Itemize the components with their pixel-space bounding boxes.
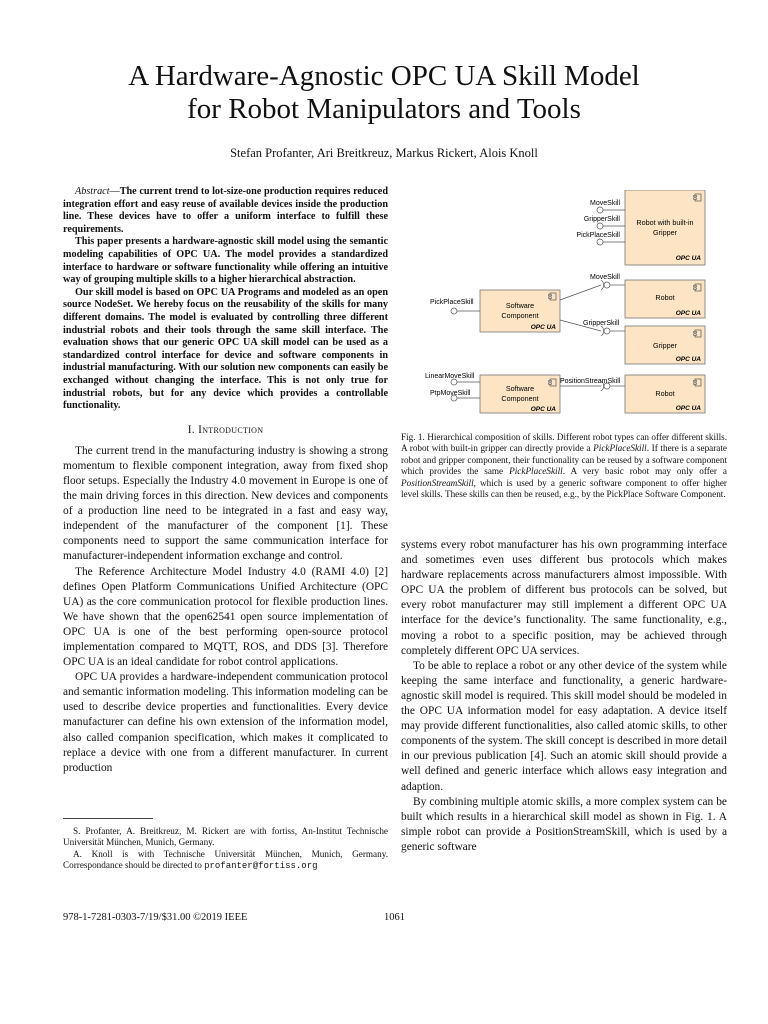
section-number: I. (187, 423, 195, 436)
opcua-logo: OPC UA (675, 405, 701, 412)
interface-port (451, 308, 457, 314)
move-skill-label: MoveSkill (590, 274, 620, 281)
contact-email[interactable]: profanter@fortiss.org (204, 860, 318, 871)
linear-move-skill-label: LinearMoveSkill (425, 373, 475, 380)
robot-label: Robot (655, 293, 675, 302)
intro-paragraph-3: OPC UA provides a hardware-independent communication protocol and semantic information modeling. This information modeling can be used to describe device properties and functionalities. Every device manufacturer can define his own extension of the information model, also called companion specification, which makes it complicated to replace a device with one from a different manufacturer. In current production (63, 671, 388, 774)
position-stream-skill-label: PositionStreamSkill (560, 378, 621, 385)
interface-port (597, 207, 603, 213)
interface-port (597, 223, 603, 229)
software-label-2: Component (501, 394, 539, 403)
robot-gripper-label-1: Robot with built-in (636, 218, 694, 227)
body-paragraph-3: By combining multiple atomic skills, a more complex system can be built which results in a hierarchical skill model as shown in Fig. 1. A simple robot can provide a PositionStreamSkill, which is used by a generic software (401, 795, 727, 853)
abstract: Abstract—The current trend to lot-size-one production requires reduced integration effort and easy reuse of available devices inside the production line. These devices have to offer a uniform interface to fulfill these requirements. This paper presents a hardware-agnostic skill model using the semantic modeling capabilities of OPC UA. The model provides a standardized interface to hardware or software functionality while offering an intuitive way of grouping multiple skills to a higher hierarchical abstraction. Our skill model is based on OPC UA Programs and modeled as an open source NodeSet. We hereby focus on the reusability of the skills for many different domains. The model is evaluated by controlling three different industrial robots and their tools through the same skill interface. The evaluation shows that our generic OPC UA skill model can be used as a standardized control interface for device and software components in industrial manufacturing. With our solution new components can easily be exchanged without changing the interface. This is not only true for industrial robots, but for any device which provides a controllable functionality. (63, 186, 388, 412)
interface-port (604, 282, 610, 288)
robot-gripper-label-2: Gripper (653, 228, 677, 237)
intro-paragraph-2: The Reference Architecture Model Industry 4.0 (RAMI 4.0) [2] defines Open Platform Communications Unified Architecture (OPC UA) as the core communication protocol for flexible production lines. We have shown that the open62541 open source implementation of OPC UA is one of the best performing open-source protocol implementation compared to MQTT, ROS, and DDS [3]. Therefore OPC UA is an ideal candidate for robot control applications. (63, 565, 388, 669)
software-label-1: Software (505, 301, 535, 310)
software-label-2: Component (501, 311, 539, 320)
footnote-divider (63, 818, 153, 819)
title-line-2: for Robot Manipulators and Tools (187, 93, 581, 125)
footnote-affiliation-1: S. Profanter, A. Breitkreuz, M. Rickert are with fortiss, An-Institut Technische Universität München, Munich, Germany. (63, 826, 388, 848)
section-title: Introduction (198, 423, 264, 436)
section-heading-introduction (63, 423, 388, 438)
gripper-label: Gripper (653, 341, 677, 350)
pickplace-skill-label: PickPlaceSkill (430, 299, 474, 306)
robot-with-gripper-group (576, 190, 705, 265)
robot-label: Robot (655, 389, 675, 398)
right-column (401, 538, 727, 855)
ptp-move-skill-label: PtpMoveSkill (430, 390, 471, 397)
skill-hierarchy-figure (420, 190, 710, 420)
body-paragraph-2: To be able to replace a robot or any other device of the system while keeping the same interface and functionality, a generic hardware-agnostic skill model is required. This skill model should be modeled in the OPC UA information model for easy adaptation. A device itself may provide different functionalities, also called atomic skills, to other components of the system. The skill concept is described in more detail in our previous publication [4]. Such an atomic skill should provide a well defined and generic interface which allows easy integration and adaption. (401, 659, 727, 793)
opcua-logo: OPC UA (675, 310, 701, 317)
footnotes (63, 826, 388, 872)
abstract-p3: Our skill model is based on OPC UA Programs and modeled as an open source NodeSet. We hereby focus on the reusability of the skills for many different domains. The model is evaluated by controlling three different industrial robots and their tools through the same skill interface. The evaluation shows that our generic OPC UA skill model can be used as a standardized control interface for device and software components in industrial manufacturing. With our solution new components can easily be exchanged without changing the interface. This is not only true for industrial robots, but for any device which provides a controllable functionality. (63, 286, 388, 412)
intro-paragraph-1: The current trend in the manufacturing industry is showing a strong momentum to flexible component integration, away from fixed shop floor setups. Especially the Industry 4.0 movement in Europe is one of the main driving forces in this direction. New devices and components of a production line need to be integrated in a fast and easy way, independent of the manufacturer of the component [1]. These components need to support the same communication interface for manufacturer-independent information exchange and control. (63, 444, 388, 563)
gripper-skill-label: GripperSkill (583, 320, 620, 327)
abstract-label: Abstract (75, 186, 110, 197)
software-robot-gripper-group (430, 274, 705, 364)
opcua-logo: OPC UA (675, 356, 701, 363)
abstract-p1: The current trend to lot-size-one production requires reduced integration effort and easy reuse of available devices inside the production line. These devices have to offer a uniform interface to fulfill these requirements. (63, 186, 388, 235)
body-paragraph-continued: systems every robot manufacturer has his own programming interface and sometimes even uses different bus protocols which makes hardware replacements across manufacturers almost impossible. With OPC UA the problem of different bus protocols can be solved, but every robot manufacturer may still implement a different OPC UA interface for the device’s functionality. The same functionality, e.g., moving a robot to a specific position, may be achieved through completely different OPC UA services. (401, 539, 727, 657)
figure-caption-label: Fig. 1. (401, 432, 425, 442)
interface-port (597, 239, 603, 245)
abstract-p2: This paper presents a hardware-agnostic skill model using the semantic modeling capabilities of OPC UA. The model provides a standardized interface to hardware or software functionality while offering an intuitive way of grouping multiple skills to a higher hierarchical abstraction. (63, 236, 388, 286)
gripper-skill-label: GripperSkill (583, 216, 620, 223)
figure-caption: Fig. 1. Hierarchical composition of skills. Different robot types can offer different skills. A robot with built-in gripper can directly provide a PickPlaceSkill. If there is a separate robot and gripper component, their functionality can be reused by a software component which provides the same PickPlaceSkill. A very basic robot may only offer a PositionStreamSkill, which is used by a generic software component to offer higher level skills. These skills can then be reused, e.g., by the PickPlace Software Component. (401, 432, 728, 500)
footnote-affiliation-2: A. Knoll is with Technische Universität München, Munich, Germany. Correspondance should be directed to profanter@fortiss.org (63, 848, 388, 871)
interface-port (604, 328, 610, 334)
opcua-logo: OPC UA (675, 255, 701, 262)
isbn-copyright: 978-1-7281-0303-7/19/$31.00 ©2019 IEEE (63, 912, 248, 923)
pickplace-skill-label: PickPlaceSkill (576, 232, 620, 239)
paper-title (0, 60, 768, 126)
author-list: Stefan Profanter, Ari Breitkreuz, Markus Rickert, Alois Knoll (230, 146, 538, 160)
software-robot-stream-group (425, 373, 705, 413)
left-column (63, 186, 388, 776)
opcua-logo: OPC UA (530, 324, 556, 331)
opcua-logo: OPC UA (530, 406, 556, 413)
move-skill-label: MoveSkill (590, 200, 620, 207)
software-label-1: Software (505, 384, 535, 393)
page-number: 1061 (384, 912, 405, 923)
title-line-1: A Hardware-Agnostic OPC UA Skill Model (128, 60, 640, 92)
